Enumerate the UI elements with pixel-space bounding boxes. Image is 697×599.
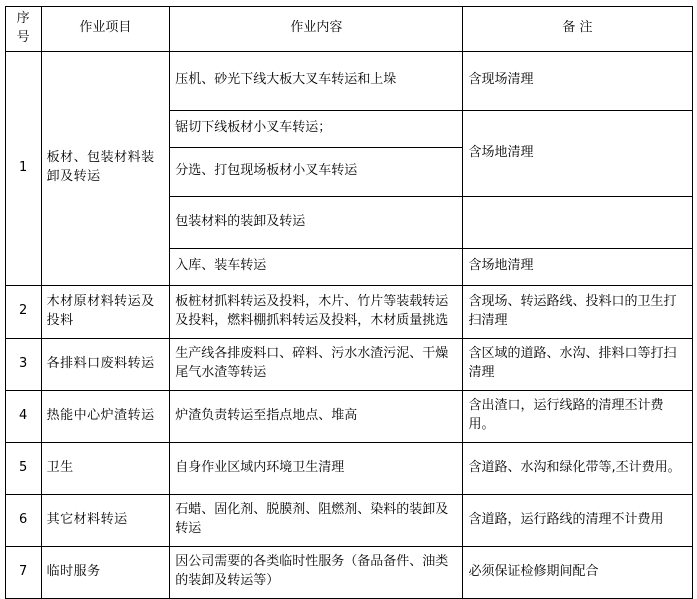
cell-item-7: 临时服务 (41, 546, 170, 598)
header-cell-content: 作业内容 (170, 7, 463, 52)
cell-no-1: 1 (5, 51, 41, 285)
cell-remark-4: 含出渣口，运行线路的清理丕计费用。 (463, 390, 692, 442)
cell-content-2: 板桩材抓料转运及投料，木片、竹片等装载转运及投料，燃料棚抓料转运及投料，木材质量挑选 (170, 285, 463, 338)
cell-no-6: 6 (5, 494, 41, 546)
cell-item-6: 其它材料转运 (41, 494, 170, 546)
cell-remark-1-1: 含现场清理 (463, 51, 692, 110)
cell-content-1-5: 入库、装车转运 (170, 248, 463, 285)
table-header-row (5, 7, 692, 52)
table-row (5, 285, 692, 338)
cell-remark-5: 含道路、水沟和绿化带等,丕计费用。 (463, 442, 692, 494)
cell-item-3: 各排料口废料转运 (41, 338, 170, 390)
cell-item-2: 木材原材料转运及投料 (41, 285, 170, 338)
cell-content-7: 因公司需要的各类临时性服务（备品备件、油类的装卸及转运等） (170, 546, 463, 598)
work-items-table (5, 6, 693, 599)
cell-remark-1-2: 含场地清理 (463, 110, 692, 196)
cell-no-5: 5 (5, 442, 41, 494)
header-cell-item: 作业项目 (41, 7, 170, 52)
table-row (5, 494, 692, 546)
table-row (5, 51, 692, 110)
table-header (5, 7, 692, 52)
cell-item-5: 卫生 (41, 442, 170, 494)
table-row (5, 338, 692, 390)
cell-no-7: 7 (5, 546, 41, 598)
cell-no-3: 3 (5, 338, 41, 390)
table-row (5, 546, 692, 598)
cell-content-3: 生产线各排废料口、碎料、污水水渣污泥、干燥尾气水渣等转运 (170, 338, 463, 390)
header-cell-remark: 备 注 (463, 7, 692, 52)
cell-content-6: 石蜡、固化剂、脱膜剂、阻燃剂、染料的装卸及转运 (170, 494, 463, 546)
cell-remark-3: 含区域的道路、水沟、排料口等打扫清理 (463, 338, 692, 390)
cell-content-1-3: 分选、打包现场板材小叉车转运 (170, 147, 463, 196)
table-body (5, 51, 692, 598)
cell-content-1-1: 压机、砂光下线大板大叉车转运和上垛 (170, 51, 463, 110)
cell-content-1-2: 锯切下线板材小叉车转运； (170, 110, 463, 147)
cell-item-4: 热能中心炉渣转运 (41, 390, 170, 442)
header-cell-no: 序号 (5, 7, 41, 52)
cell-remark-6: 含道路，运行路线的清理不计费用 (463, 494, 692, 546)
cell-content-1-4: 包装材料的装卸及转运 (170, 196, 463, 248)
cell-remark-2: 含现场、转运路线、投料口的卫生打扫清理 (463, 285, 692, 338)
cell-remark-7: 必须保证检修期间配合 (463, 546, 692, 598)
cell-no-4: 4 (5, 390, 41, 442)
table-row (5, 442, 692, 494)
cell-no-2: 2 (5, 285, 41, 338)
cell-remark-1-4 (463, 196, 692, 248)
cell-item-1: 板材、包装材料装卸及转运 (41, 51, 170, 285)
cell-content-4: 炉渣负责转运至指点地点、堆高 (170, 390, 463, 442)
cell-content-5: 自身作业区域内环境卫生清理 (170, 442, 463, 494)
cell-remark-1-5: 含场地清理 (463, 248, 692, 285)
table-row (5, 390, 692, 442)
